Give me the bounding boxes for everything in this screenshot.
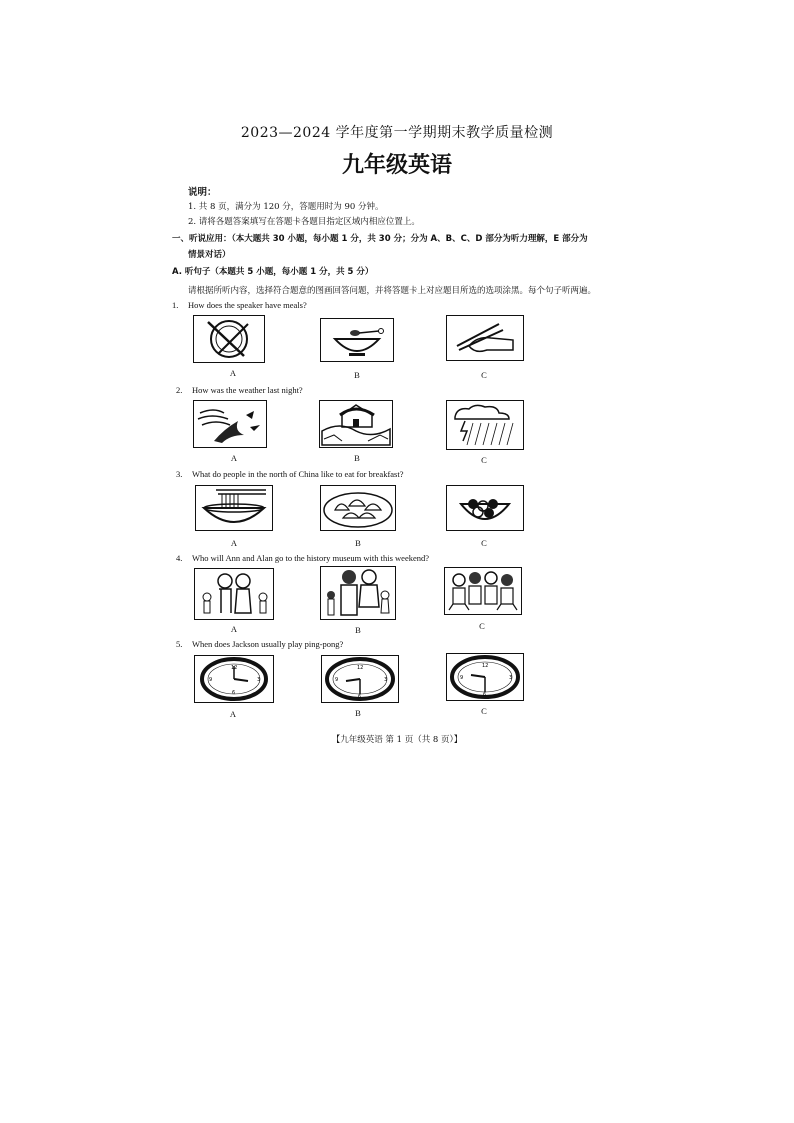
instruction-item-1: 1. 共 8 页，满分为 120 分，答题用时为 90 分钟。 bbox=[188, 202, 384, 212]
q1-label-c: C bbox=[481, 370, 487, 380]
wind-icon bbox=[194, 401, 266, 447]
svg-text:12: 12 bbox=[231, 665, 238, 671]
friends-icon bbox=[445, 568, 521, 614]
section-one-title: 一、听说应用：（本大题共 30 小题，每小题 1 分，共 30 分；分为 A、B、C、D 部分为听力理解，E 部分为 bbox=[172, 234, 588, 244]
instructions-heading: 说明： bbox=[188, 187, 217, 198]
part-a-instruction: 请根据所听内容，选择符合题意的图画回答问题，并将答题卡上对应题目所选的选项涂黑。每个句子听两遍。 bbox=[188, 286, 597, 296]
clock-icon bbox=[322, 656, 398, 702]
section-one-title-cont: 情景对话） bbox=[188, 250, 231, 260]
q2-label-c: C bbox=[481, 455, 487, 465]
q4-option-c-picture[interactable] bbox=[444, 567, 522, 615]
svg-text:6: 6 bbox=[358, 694, 362, 700]
q2-label-a: A bbox=[230, 453, 238, 463]
q3-option-c-picture[interactable] bbox=[446, 485, 524, 531]
q4-label-b: B bbox=[355, 625, 361, 635]
q2-option-b-picture[interactable] bbox=[319, 400, 393, 448]
question-1-text: How does the speaker have meals? bbox=[188, 300, 307, 310]
svg-text:3: 3 bbox=[384, 677, 388, 683]
q5-label-b: B bbox=[355, 708, 361, 718]
q1-option-a-picture[interactable] bbox=[193, 315, 265, 363]
svg-text:6: 6 bbox=[483, 692, 487, 698]
q3-label-b: B bbox=[355, 538, 361, 548]
q1-option-b-picture[interactable] bbox=[320, 318, 394, 362]
q3-option-a-picture[interactable] bbox=[195, 485, 273, 531]
snow-house-icon bbox=[320, 401, 392, 447]
q5-label-c: C bbox=[481, 706, 487, 716]
q2-label-b: B bbox=[354, 453, 360, 463]
q4-option-a-picture[interactable] bbox=[194, 568, 274, 620]
svg-text:9: 9 bbox=[460, 675, 464, 681]
q4-option-b-picture[interactable] bbox=[320, 566, 396, 620]
svg-text:12: 12 bbox=[482, 663, 489, 669]
q3-label-a: A bbox=[230, 538, 238, 548]
svg-text:3: 3 bbox=[509, 675, 513, 681]
q5-option-b-picture[interactable] bbox=[321, 655, 399, 703]
family-icon bbox=[321, 567, 395, 619]
svg-text:6: 6 bbox=[232, 690, 236, 696]
clock-icon bbox=[447, 654, 523, 700]
q1-label-a: A bbox=[229, 368, 237, 378]
svg-text:3: 3 bbox=[257, 677, 261, 683]
clock-icon bbox=[195, 656, 273, 702]
plate-knife-fork-icon bbox=[194, 316, 264, 362]
question-4-number: 4. bbox=[176, 553, 183, 563]
q1-label-b: B bbox=[354, 370, 360, 380]
part-a-title: A. 听句子（本题共 5 小题，每小题 1 分，共 5 分） bbox=[172, 267, 374, 277]
rice-balls-icon bbox=[447, 486, 523, 530]
q5-option-c-picture[interactable] bbox=[446, 653, 524, 701]
q2-option-a-picture[interactable] bbox=[193, 400, 267, 448]
noodles-icon bbox=[196, 486, 272, 530]
question-2-number: 2. bbox=[176, 385, 183, 395]
question-5-text: When does Jackson usually play ping-pong? bbox=[192, 639, 344, 649]
grandparents-icon bbox=[195, 569, 273, 619]
hand-chopsticks-icon bbox=[447, 316, 523, 360]
subject-title: 九年级英语 bbox=[341, 153, 452, 178]
q3-label-c: C bbox=[481, 538, 487, 548]
q2-option-c-picture[interactable] bbox=[446, 400, 524, 450]
q3-option-b-picture[interactable] bbox=[320, 485, 396, 531]
page-footer: 【九年级英语 第 1 页（共 8 页）】 bbox=[331, 735, 463, 745]
question-4-text: Who will Ann and Alan go to the history museum with this weekend? bbox=[192, 553, 430, 563]
q5-label-a: A bbox=[229, 709, 237, 719]
dumplings-icon bbox=[321, 486, 395, 530]
question-5-number: 5. bbox=[176, 639, 183, 649]
question-3-text: What do people in the north of China like to eat for breakfast? bbox=[192, 469, 404, 479]
storm-icon bbox=[447, 401, 523, 449]
svg-text:12: 12 bbox=[357, 665, 364, 671]
instruction-item-2: 2. 请将各题答案填写在答题卡各题目指定区域内相应位置上。 bbox=[188, 217, 420, 227]
bowl-spoon-icon bbox=[321, 319, 393, 361]
q5-option-a-picture[interactable] bbox=[194, 655, 274, 703]
q4-label-c: C bbox=[479, 621, 485, 631]
svg-text:9: 9 bbox=[209, 677, 213, 683]
question-1-number: 1. bbox=[172, 300, 179, 310]
exam-title: 2023—2024 学年度第一学期期末教学质量检测 bbox=[240, 125, 554, 141]
q4-label-a: A bbox=[230, 624, 238, 634]
question-3-number: 3. bbox=[176, 469, 183, 479]
svg-text:9: 9 bbox=[335, 677, 339, 683]
q1-option-c-picture[interactable] bbox=[446, 315, 524, 361]
question-2-text: How was the weather last night? bbox=[192, 385, 303, 395]
